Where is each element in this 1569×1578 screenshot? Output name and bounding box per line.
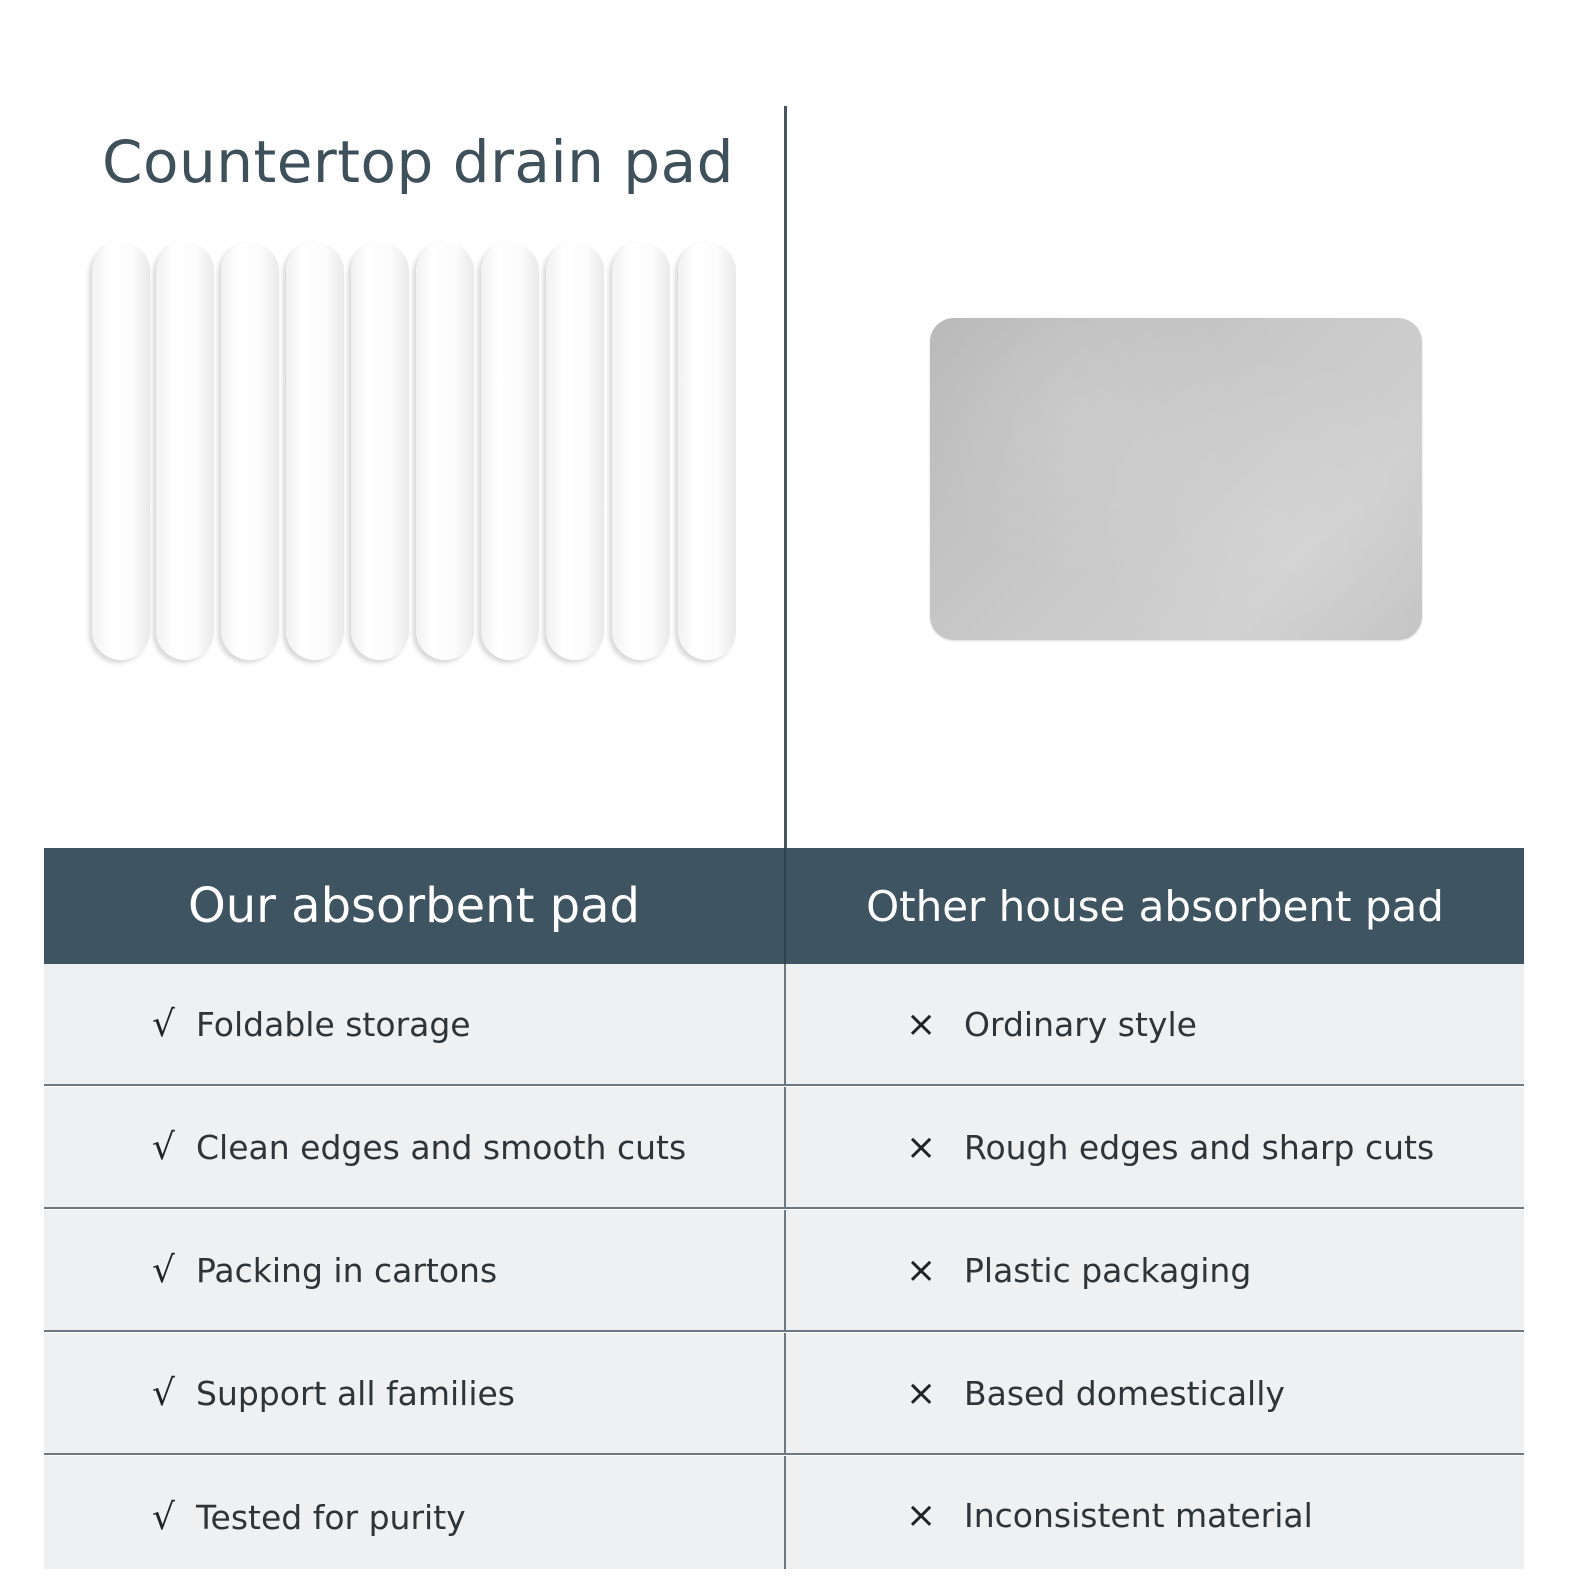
other-feature-text: Inconsistent material <box>964 1495 1313 1535</box>
pad-strip <box>481 242 539 660</box>
row-divider <box>44 1330 1524 1332</box>
check-icon: √ <box>152 1249 175 1291</box>
our-feature <box>152 964 471 1084</box>
column-divider <box>784 1210 786 1332</box>
pad-strip <box>612 242 670 660</box>
pad-strip <box>678 242 736 660</box>
pad-strip <box>416 242 474 660</box>
table-row <box>44 1333 1524 1455</box>
our-feature <box>152 1456 466 1578</box>
pad-strip <box>351 242 409 660</box>
check-icon: √ <box>152 1003 175 1045</box>
row-divider <box>44 1084 1524 1086</box>
other-feature <box>906 1210 1251 1330</box>
pad-strip <box>221 242 279 660</box>
column-divider <box>784 1456 786 1569</box>
table-row <box>44 964 1524 1086</box>
cross-icon: × <box>906 1372 937 1414</box>
page-title: Countertop drain pad <box>102 128 734 196</box>
other-feature-text: Plastic packaging <box>964 1250 1252 1290</box>
other-feature <box>906 1087 1434 1207</box>
cross-icon: × <box>906 1126 937 1168</box>
table-header <box>44 848 1524 964</box>
our-feature-text: Foldable storage <box>196 1004 471 1044</box>
pad-strip <box>546 242 604 660</box>
other-feature-text: Based domestically <box>964 1373 1285 1413</box>
column-divider <box>784 964 786 1086</box>
cross-icon: × <box>906 1249 937 1291</box>
row-divider <box>44 1453 1524 1455</box>
foldable-drain-pad-image <box>88 242 748 670</box>
our-feature-text: Support all families <box>196 1373 515 1413</box>
other-feature-text: Ordinary style <box>964 1004 1197 1044</box>
other-feature <box>906 964 1197 1084</box>
other-feature <box>906 1333 1285 1453</box>
our-feature-text: Tested for purity <box>196 1497 466 1537</box>
cross-icon: × <box>906 1003 937 1045</box>
our-feature <box>152 1333 515 1453</box>
header-other-pad: Other house absorbent pad <box>866 881 1444 931</box>
check-icon: √ <box>152 1496 175 1538</box>
other-feature <box>906 1456 1313 1574</box>
our-feature <box>152 1210 497 1330</box>
our-feature <box>152 1087 686 1207</box>
row-divider <box>44 1207 1524 1209</box>
cross-icon: × <box>906 1494 937 1536</box>
our-feature-text: Packing in cartons <box>196 1250 498 1290</box>
column-divider <box>784 1087 786 1209</box>
pad-strip <box>286 242 344 660</box>
pad-strip <box>92 242 150 660</box>
vertical-divider <box>784 106 787 848</box>
pad-strip <box>156 242 214 660</box>
check-icon: √ <box>152 1126 175 1168</box>
table-row <box>44 1210 1524 1332</box>
column-divider <box>784 1333 786 1455</box>
table-row <box>44 1456 1524 1569</box>
check-icon: √ <box>152 1372 175 1414</box>
table-row <box>44 1087 1524 1209</box>
our-feature-text: Clean edges and smooth cuts <box>196 1127 687 1167</box>
header-our-pad: Our absorbent pad <box>187 878 641 934</box>
gray-absorbent-pad-image <box>930 318 1422 640</box>
comparison-table <box>44 848 1524 1569</box>
other-feature-text: Rough edges and sharp cuts <box>964 1127 1435 1167</box>
